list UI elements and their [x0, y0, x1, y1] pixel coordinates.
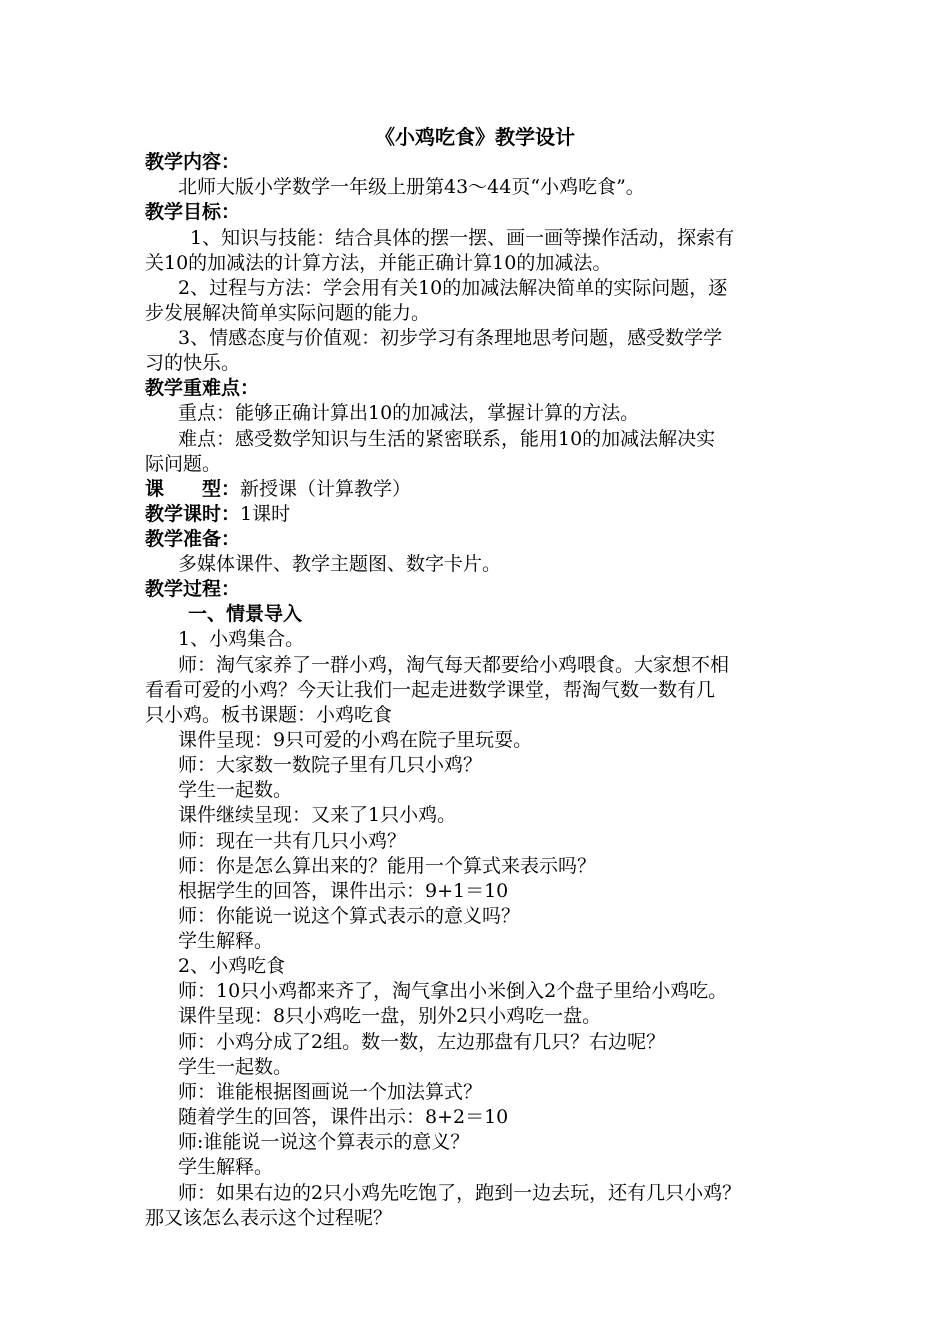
difficulty-line-2: 际问题。	[145, 453, 222, 475]
lesson-hours-row	[145, 502, 825, 527]
section-1-heading: 一、情景导入	[188, 603, 303, 625]
lesson-type-label: 课 型：	[145, 478, 241, 500]
goals-heading: 教学目标：	[145, 201, 241, 223]
section-1-1-line-9: 学生解释。	[178, 930, 274, 952]
keypoints-heading: 教学重难点：	[145, 377, 260, 399]
lesson-hours-label: 教学课时：	[145, 503, 241, 525]
section-1-1-title: 1、小鸡集合。	[178, 628, 305, 650]
section-1-2-line-10: 那又该怎么表示这个过程呢？	[145, 1207, 393, 1229]
section-1-1-line-6: 师：你是怎么算出来的？能用一个算式来表示吗？	[178, 855, 597, 877]
section-1-2-title: 2、小鸡吃食	[178, 955, 286, 977]
goal-1-line-1: 1、知识与技能：结合具体的摆一摆、画一画等操作活动，探索有	[190, 227, 735, 249]
prep-heading: 教学准备：	[145, 528, 241, 550]
section-1-2-line-3: 师：小鸡分成了2组。数一数，左边那盘有几只？右边呢？	[178, 1031, 666, 1053]
prep-text: 多媒体课件、教学主题图、数字卡片。	[178, 553, 502, 575]
difficulty-line-1: 难点：感受数学知识与生活的紧密联系，能用10的加减法解决实	[178, 428, 716, 450]
goal-3-line-1: 3、情感态度与价值观：初步学习有条理地思考问题，感受数学学	[178, 327, 723, 349]
goal-3-line-2: 习的快乐。	[145, 352, 241, 374]
key-point: 重点：能够正确计算出10的加减法，掌握计算的方法。	[178, 402, 640, 424]
section-1-1-line-7: 根据学生的回答，课件出示：9+1＝10	[178, 880, 509, 902]
goal-2-line-1: 2、过程与方法：学会用有关10的加减法解决简单的实际问题，逐	[178, 277, 728, 299]
section-1-2-line-5: 师：谁能根据图画说一个加法算式？	[178, 1081, 483, 1103]
section-1-2-line-4: 学生一起数。	[178, 1056, 293, 1078]
section-1-2-line-1: 师：10只小鸡都来齐了，淘气拿出小米倒入2个盘子里给小鸡吃。	[178, 980, 728, 1002]
section-1-1-line-1: 课件呈现：9只可爱的小鸡在院子里玩耍。	[178, 729, 533, 751]
content-text: 北师大版小学数学一年级上册第43～44页“小鸡吃食”。	[178, 176, 645, 198]
section-1-1-line-4: 课件继续呈现：又来了1只小鸡。	[178, 804, 457, 826]
lesson-hours-value: 1课时	[240, 503, 291, 525]
section-1-1-line-3: 学生一起数。	[178, 779, 293, 801]
lesson-type-value: 新授课（计算教学）	[240, 478, 412, 500]
section-1-2-line-6: 随着学生的回答，课件出示：8+2＝10	[178, 1106, 509, 1128]
section-1-2-line-2: 课件呈现：8只小鸡吃一盘，别外2只小鸡吃一盘。	[178, 1005, 602, 1027]
content-heading: 教学内容：	[145, 151, 241, 173]
section-1-1-para-line-1: 师：淘气家养了一群小鸡，淘气每天都要给小鸡喂食。大家想不相	[178, 654, 730, 676]
section-1-1-line-8: 师：你能说一说这个算式表示的意义吗？	[178, 905, 521, 927]
section-1-1-para-line-3: 只小鸡。板书课题：小鸡吃食	[145, 704, 393, 726]
lesson-type-row	[145, 477, 825, 502]
section-1-2-line-9: 师：如果右边的2只小鸡先吃饱了，跑到一边去玩，还有几只小鸡？	[178, 1182, 742, 1204]
section-1-2-line-7: 师:谁能说一说这个算表示的意义？	[178, 1131, 470, 1153]
section-1-1-para-line-2: 看看可爱的小鸡？今天让我们一起走进数学课堂，帮淘气数一数有几	[145, 679, 716, 701]
section-1-1-line-2: 师：大家数一数院子里有几只小鸡？	[178, 754, 483, 776]
section-1-2-line-8: 学生解释。	[178, 1156, 274, 1178]
section-1-1-line-5: 师：现在一共有几只小鸡？	[178, 830, 407, 852]
goal-1-line-2: 关10的加减法的计算方法，并能正确计算10的加减法。	[145, 252, 612, 274]
process-heading: 教学过程：	[145, 578, 241, 600]
goal-2-line-2: 步发展解决简单实际问题的能力。	[145, 302, 431, 324]
document-title: 《小鸡吃食》教学设计	[375, 125, 575, 149]
